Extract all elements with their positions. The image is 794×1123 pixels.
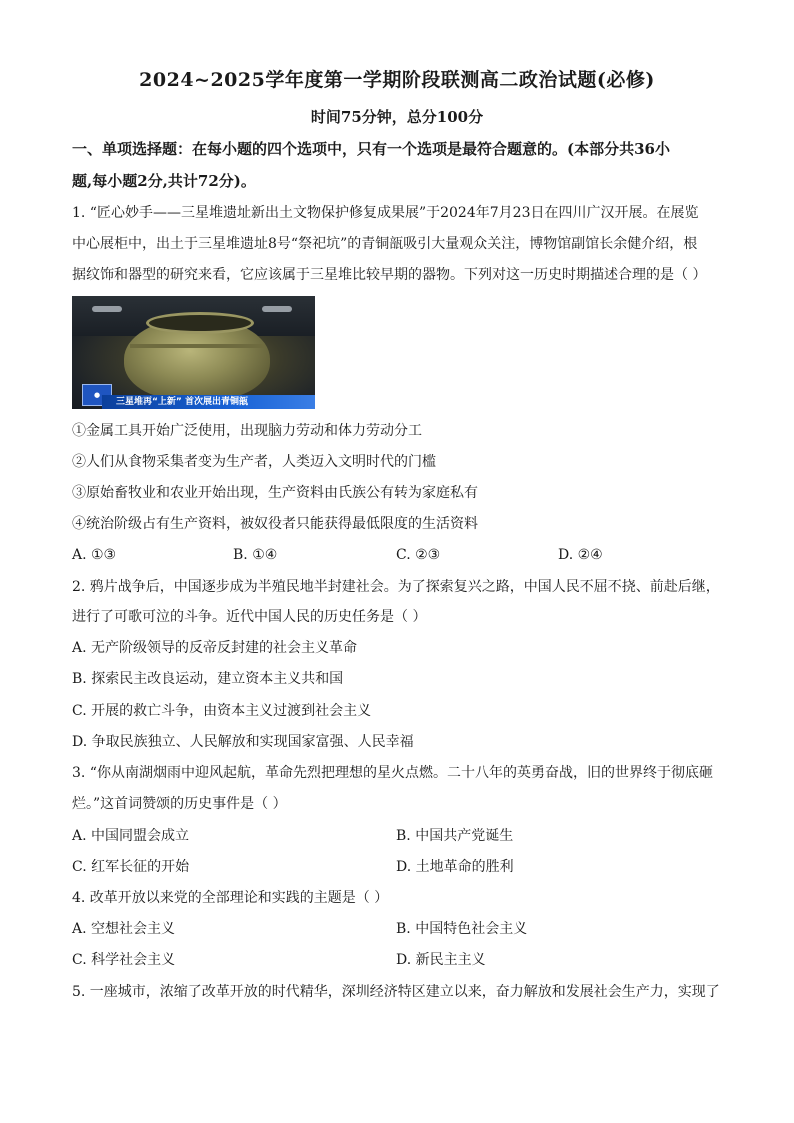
q3-option-a: A. 中国同盟会成立 [72, 828, 190, 844]
q1-option-d: D. ②④ [558, 547, 603, 563]
q2-option-d: D. 争取民族独立、人民解放和实现国家富强、人民幸福 [72, 734, 414, 750]
q4-option-d: D. 新民主主义 [396, 952, 486, 968]
q1-option-b: B. ①④ [233, 547, 278, 563]
section-instructions-line-1: 一、单项选择题：在每小题的四个选项中，只有一个选项是最符合题意的。(本部分共36小 [72, 140, 670, 158]
q2-stem-line-2: 进行了可歌可泣的斗争。近代中国人民的历史任务是（ ） [72, 609, 427, 625]
q1-stem-line-2: 中心展柜中，出土于三星堆遗址8号“祭祀坑”的青铜瓿吸引大量观众关注，博物馆副馆长余健介绍，根 [72, 236, 698, 252]
section-instructions-line-2: 题,每小题2分,共计72分)。 [72, 172, 256, 190]
q1-option-a: A. ①③ [72, 547, 117, 563]
q2-option-a: A. 无产阶级领导的反帝反封建的社会主义革命 [72, 640, 358, 656]
q1-statement-1: ①金属工具开始广泛使用，出现脑力劳动和体力劳动分工 [72, 423, 422, 439]
q1-stem-line-1: 1. “匠心妙手——三星堆遗址新出土文物保护修复成果展”于2024年7月23日在四川广汉开展。在展览 [72, 205, 699, 221]
q3-option-c: C. 红军长征的开始 [72, 859, 190, 875]
q4-option-c: C. 科学社会主义 [72, 952, 176, 968]
q3-option-d: D. 土地革命的胜利 [396, 859, 514, 875]
q5-stem-line-1: 5. 一座城市，浓缩了改革开放的时代精华，深圳经济特区建立以来，奋力解放和发展社会生产力，实现了 [72, 984, 720, 1000]
q3-option-b: B. 中国共产党诞生 [396, 828, 514, 844]
vessel-rim [146, 312, 254, 334]
q1-stem-line-3: 据纹饰和器型的研究来看，它应该属于三星堆比较早期的器物。下列对这一历史时期描述合理的是（ ） [72, 267, 707, 283]
q3-stem-line-1: 3. “你从南湖烟雨中迎风起航，革命先烈把理想的星火点燃。二十八年的英勇奋战，旧的世界终于彻底砸 [72, 765, 713, 781]
bronze-vessel-photo [72, 296, 315, 409]
q4-option-a: A. 空想社会主义 [72, 921, 176, 937]
q3-stem-line-2: 烂。”这首词赞颂的历史事件是（ ） [72, 796, 287, 812]
q2-option-c: C. 开展的救亡斗争，由资本主义过渡到社会主义 [72, 703, 372, 719]
exam-title: 2024~2025学年度第一学期阶段联测高二政治试题(必修) [139, 69, 655, 91]
q1-statement-4: ④统治阶级占有生产资料，被奴役者只能获得最低限度的生活资料 [72, 516, 478, 532]
tv-channel-logo-icon: ● [82, 384, 112, 406]
q1-statement-3: ③原始畜牧业和农业开始出现，生产资料由氏族公有转为家庭私有 [72, 485, 478, 501]
q1-statement-2: ②人们从食物采集者变为生产者，人类迈入文明时代的门槛 [72, 454, 436, 470]
q2-option-b: B. 探索民主改良运动，建立资本主义共和国 [72, 671, 344, 687]
q4-stem-line-1: 4. 改革开放以来党的全部理论和实践的主题是（ ） [72, 890, 389, 906]
exam-duration: 时间75分钟，总分100分 [310, 108, 484, 126]
photo-caption: 三星堆再“上新” 首次展出青铜瓿 [102, 395, 315, 409]
q1-option-c: C. ②③ [396, 547, 441, 563]
q4-option-b: B. 中国特色社会主义 [396, 921, 528, 937]
q2-stem-line-1: 2. 鸦片战争后，中国逐步成为半殖民地半封建社会。为了探索复兴之路，中国人民不屈不挠、前赴后继， [72, 579, 720, 595]
photo-light [262, 306, 292, 312]
photo-light [92, 306, 122, 312]
vessel-band [130, 344, 264, 348]
